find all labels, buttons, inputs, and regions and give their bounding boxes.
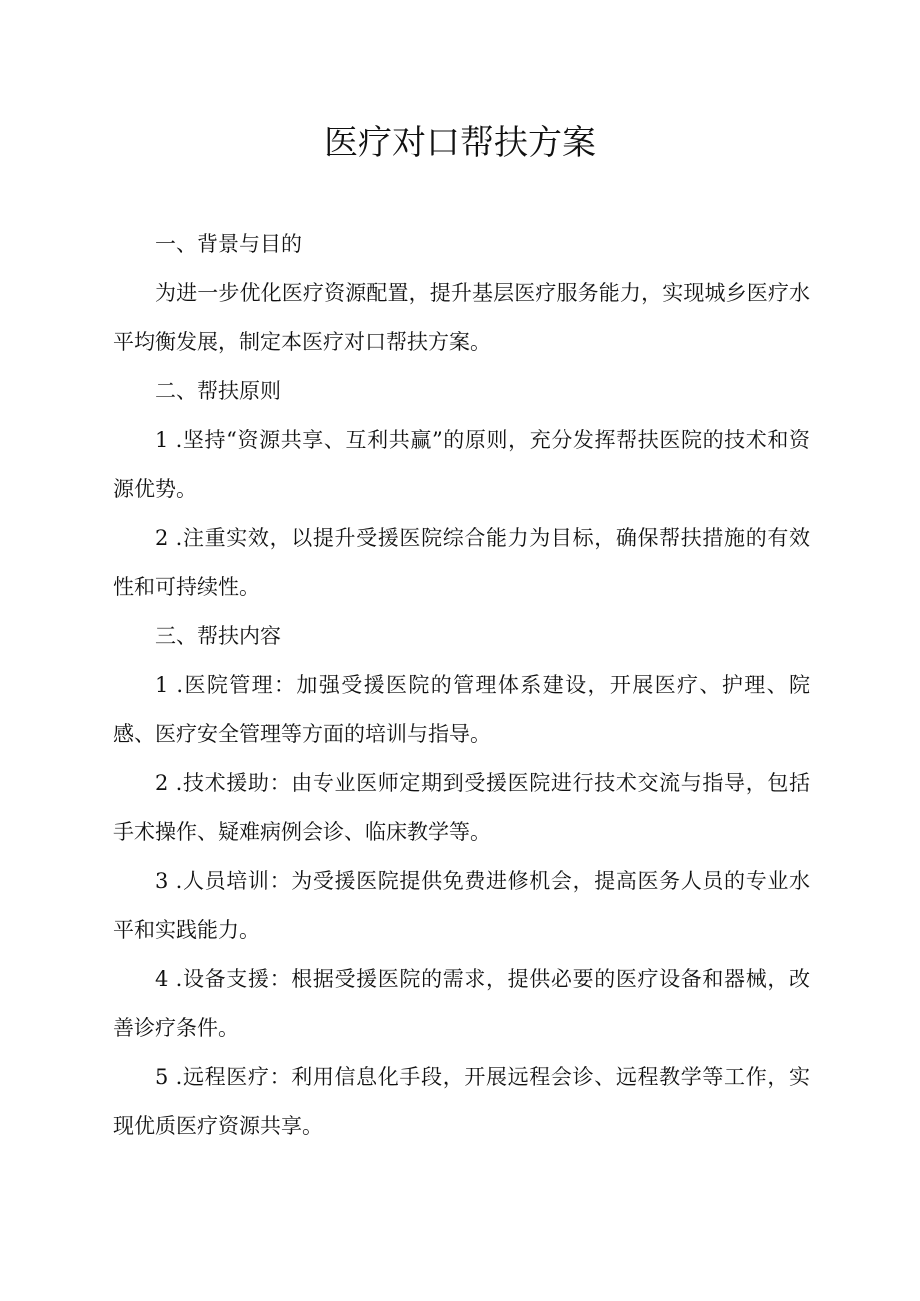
paragraph-background-purpose: 为进一步优化医疗资源配置，提升基层医疗服务能力，实现城乡医疗水平均衡发展，制定本医疗对口帮扶方案。	[113, 281, 810, 354]
paragraph-content-management: 1 .医院管理：加强受援医院的管理体系建设，开展医疗、护理、院感、医疗安全管理等方面的培训与指导。	[113, 673, 810, 746]
paragraph-content-telemedicine: 5 .远程医疗：利用信息化手段，开展远程会诊、远程教学等工作，实现优质医疗资源共享。	[113, 1065, 810, 1138]
paragraph-content-training: 3 .人员培训：为受援医院提供免费进修机会，提高医务人员的专业水平和实践能力。	[113, 869, 810, 942]
section-heading-principles: 二、帮扶原则	[155, 379, 281, 403]
document-title: 医疗对口帮扶方案	[324, 123, 596, 163]
section-heading-content: 三、帮扶内容	[155, 624, 281, 648]
paragraph-content-technical-aid: 2 .技术援助：由专业医师定期到受援医院进行技术交流与指导，包括手术操作、疑难病例会诊、临床教学等。	[113, 771, 810, 844]
section-heading-background: 一、背景与目的	[155, 232, 302, 256]
paragraph-principle-1: 1 .坚持“资源共享、互利共赢”的原则，充分发挥帮扶医院的技术和资源优势。	[113, 428, 810, 501]
document-body	[113, 220, 810, 1151]
paragraph-principle-2: 2 .注重实效，以提升受援医院综合能力为目标，确保帮扶措施的有效性和可持续性。	[113, 526, 810, 599]
paragraph-content-equipment: 4 .设备支援：根据受援医院的需求，提供必要的医疗设备和器械，改善诊疗条件。	[113, 967, 810, 1040]
